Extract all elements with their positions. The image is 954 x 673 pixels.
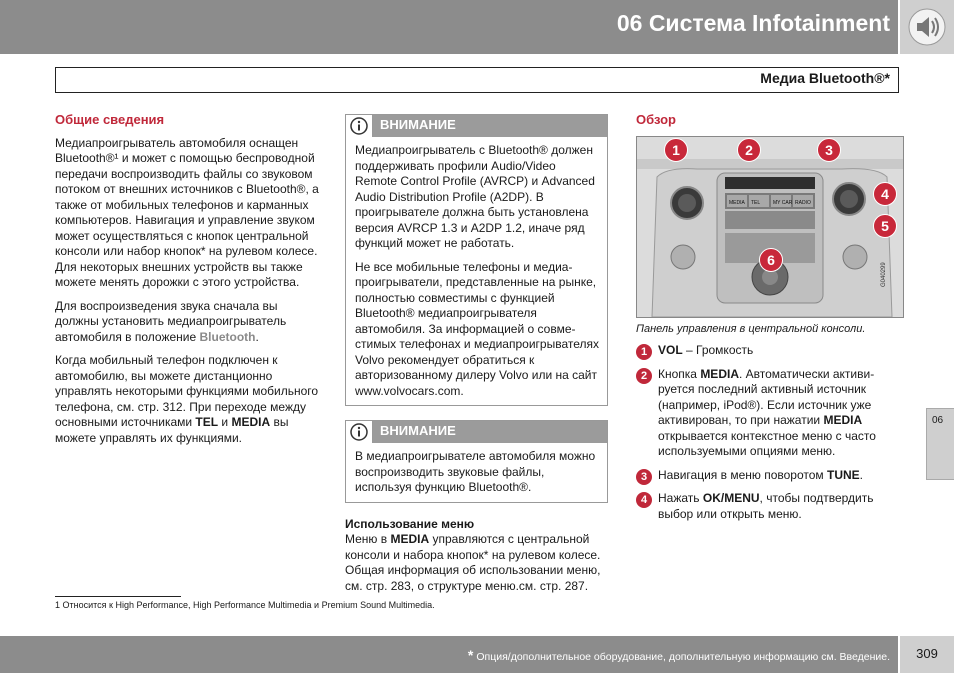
console-button-mycar: MY CAR	[773, 199, 793, 206]
notice-text-1: Медиапроигрыватель с Bluetooth® должен поддерживать профили Audio/Video Remote Control Profile (AVRCP) и Advanced Audio Distribution Profile (A2DP). В проигрывателе должна быть установлена версия AVRCP 1.3 и A2DP 1.2, иначе ряд функций может не работать.	[355, 143, 595, 250]
console-button-tel: TEL	[751, 199, 761, 206]
page-number-box	[900, 636, 954, 673]
marker-6: 6	[759, 248, 783, 272]
notice-header	[346, 421, 607, 443]
marker-5: 5	[873, 214, 897, 238]
console-button-media: MEDIA	[729, 199, 745, 206]
page-footer	[0, 636, 898, 673]
console-button-radio: RADIO	[795, 199, 811, 206]
legend-number: 2	[636, 368, 652, 384]
figure-caption: Панель управления в центральной консоли.	[636, 322, 866, 335]
legend-number: 1	[636, 344, 652, 360]
info-icon	[346, 115, 373, 137]
marker-2: 2	[737, 138, 761, 162]
bluetooth-source-label: Bluetooth	[199, 329, 256, 344]
general-paragraph-1: Медиапроигрыватель автомобиля оснащен Bluetooth®¹ и может с помощью беспроводной передачи воспроизводить файлы со звуковом потоком от внешних источников с Bluetooth®, а также от мобильных телефонов и карманных компьютеров. Навигация и управление звуком может осуществляться с кнопок центральной консоли или набор кнопок* на рулевом колесе. Для некоторых внешних устройств вы также можете менять дорожки с этого устройства.	[55, 135, 319, 289]
media-label: MEDIA	[231, 415, 271, 429]
marker-4: 4	[873, 182, 897, 206]
notice-text-2: Не все мобильные телефоны и медиапроигрыватели, представленные на рынке, полностью совместимы с функцией Bluetooth® медиапроигрывателя автомобиля. За информацией о совместимых телефонах и медиапроигрывателях Volvo рекомендует обратиться к авторизованному дилеру Volvo или на сайт www.volvocars.com.	[355, 259, 599, 398]
footnote: 1 Относится к High Performance, High Performance Multimedia и Premium Sound Multimedia.	[55, 600, 435, 610]
figure-code: G040299	[881, 261, 887, 287]
section-title-bar	[55, 67, 899, 93]
general-paragraph-3: Когда мобильный телефон подключен к автомобилю, вы можете дистанционно управлять некоторыми функциями мобильного телефона, см. стр. 312. При переходе между основными источниками TEL и MEDIA вы можете управлять их функциями.	[55, 353, 319, 445]
right-column	[636, 112, 902, 530]
section-title: Медиа Bluetooth®*	[760, 70, 890, 86]
info-icon	[346, 421, 373, 443]
asterisk: *	[467, 647, 474, 663]
speaker-icon	[900, 0, 954, 54]
left-column	[55, 112, 319, 454]
legend-number: 3	[636, 469, 652, 485]
legend-item-3: 3 Навигация в меню поворотом TUNE.	[636, 468, 902, 484]
notice-label: ВНИМАНИЕ	[380, 117, 456, 132]
notice-box-2	[345, 420, 608, 503]
chapter-header	[0, 0, 898, 54]
page-number: 309	[916, 646, 938, 661]
chapter-title: 06 Система Infotainment	[616, 10, 890, 36]
notice-text-3: В медиапроигрывателе автомобиля можно воспроизводить звуковые файлы, используя функцию Bluetooth®.	[355, 449, 596, 494]
notice-box-1	[345, 114, 608, 406]
middle-column	[345, 114, 608, 602]
menu-usage-heading: Использование меню	[345, 516, 475, 531]
legend-item-4: 4 Нажать OK/MENU, чтобы подтвердить выбор или открыть меню.	[636, 491, 902, 522]
media-label: MEDIA	[390, 532, 430, 546]
overview-heading: Обзор	[636, 112, 676, 127]
menu-usage-text: Меню в MEDIA управляются с центральной консоли и набора кнопок* на рулевом колесе. Общая информация об использовании меню, см. стр. 283, о структуре меню.см. стр. 287.	[345, 532, 601, 593]
center-console-illustration	[636, 136, 904, 318]
general-paragraph-2: Для воспроизведения звука сначала вы должны установить медиапроигрыватель автомобиля в положение Bluetooth.	[55, 298, 287, 344]
legend-item-2: 2 Кнопка MEDIA. Автоматически активируется последний активный источник (например, iPod®). Если источник уже активирован, то при нажатии MEDIA открывается контекстное меню с часто используемыми опциями меню.	[636, 367, 902, 460]
legend-item-1: 1 VOL – Громкость	[636, 343, 902, 359]
tel-label: TEL	[195, 415, 219, 429]
footnote-divider	[55, 596, 181, 597]
legend-number: 4	[636, 492, 652, 508]
marker-3: 3	[817, 138, 841, 162]
notice-header	[346, 115, 607, 137]
notice-label: ВНИМАНИЕ	[380, 423, 456, 438]
marker-1: 1	[664, 138, 688, 162]
general-heading: Общие сведения	[55, 112, 165, 127]
footer-note: * Опция/дополнительное оборудование, дополнительную информацию см. Введение.	[467, 647, 890, 663]
chapter-side-tab: 06	[926, 408, 954, 480]
